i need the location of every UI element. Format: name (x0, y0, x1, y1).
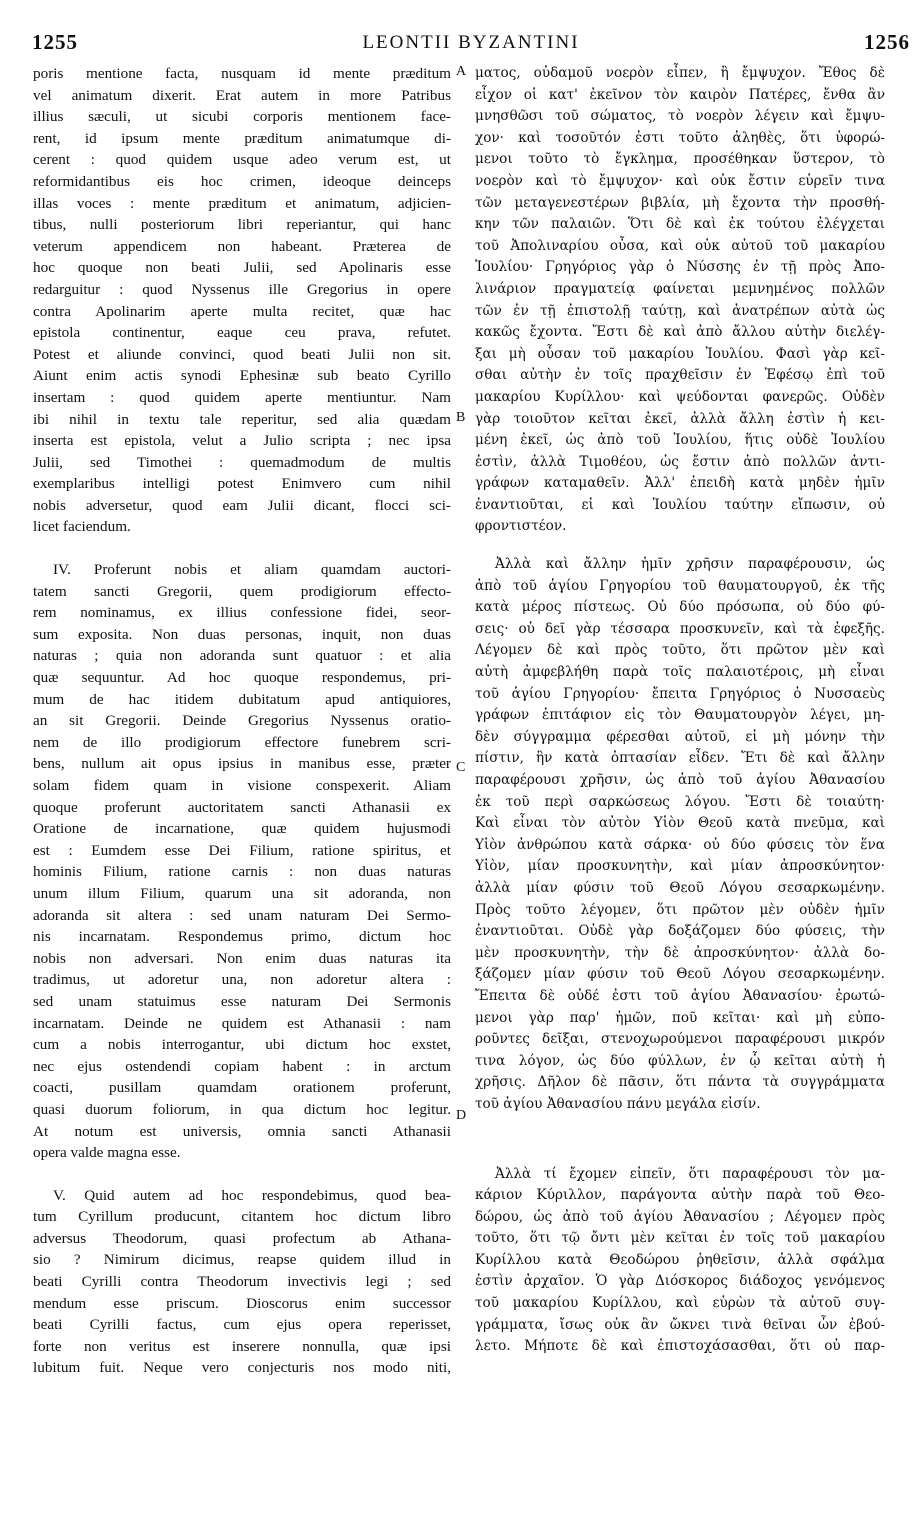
text-line: bens, nullum ait opus ipsius in manibus esse, præter (33, 755, 451, 773)
text-line: Υἱὸν, μίαν προσκυνητὴν, καὶ μίαν ἀπροσκύνητον· (475, 858, 885, 875)
text-line: Κυρίλλου κατὰ Θεοδώρου ῥηθεῖσιν, ἀλλὰ σφάλμα (475, 1251, 885, 1268)
text-line: χρῆσις. Δῆλον δὲ πᾶσιν, ὅτι πάντα τὰ συγγράμματα (475, 1074, 885, 1091)
text-line: nem de illo prodigiorum effectore funebrem scri- (33, 733, 451, 751)
text-line: Julii, sed Timothei : quemadmodum de multis (33, 453, 451, 471)
text-line: τῶν μεταγενεστέρων βιβλία, μὴ ἔχοντα τὴν προσθή- (475, 194, 885, 211)
latin-paragraph-1 (33, 63, 451, 538)
text-line: ματος, οὐδαμοῦ νοερὸν εἶπεν, ἢ ἔμψυχον. Ἔθος δὲ (475, 65, 885, 81)
latin-column (33, 63, 451, 1379)
margin-marker-d: D (456, 1108, 467, 1123)
text-line: γὰρ τοιοῦτον κεῖται ἐκεῖ, ἀλλὰ ἄλλη ἐστὶν ἡ κει- (475, 410, 885, 427)
text-line: nec ejus ostendendi copiam habent : in arctum (33, 1057, 451, 1075)
text-line: an sit Gregorii. Deinde Gregorius Nyssenus oratio- (33, 712, 451, 730)
text-line: χον· καὶ τοσοῦτόν ἐστι τοῦτο ἀληθὲς, ὅτι ὑφορώ- (475, 129, 885, 146)
text-line: δώρου, ὡς ἀπὸ τοῦ ἁγίου Ἀθανασίου ; Λέγομεν πρὸς (475, 1208, 885, 1225)
text-line: forte non veritus est inserere nonnulla, quæ ipsi (33, 1337, 451, 1355)
text-line: μνησθῶσι τοῦ σώματος, τὸ νοερὸν λέγειν καὶ ἔμψυ- (475, 108, 885, 125)
text-line: nis incarnatam. Respondemus primo, dictum hoc (33, 928, 451, 946)
text-line: ἐναντιοῦται, εἰ καὶ Ἰουλίου ταύτην εἴπωσιν, οὐ (475, 496, 885, 513)
text-line: Υἱὸν ἀνθρώπου κατὰ σάρκα· οὐ δύο φύσεις τὸν ἕνα (475, 836, 885, 853)
text-line: γράφων καταμαθεῖν. Ἀλλ' ἐπειδὴ κατὰ μηδὲν ἡμῖν (475, 475, 885, 492)
margin-marker-c: C (456, 760, 466, 775)
greek-paragraph-3 (475, 1164, 885, 1358)
text-line: reformidantibus eis hoc crimen, ideoque deinceps (33, 172, 451, 190)
text-line: beati Cyrilli contra Theodorum invectivis legi ; sed (33, 1273, 451, 1291)
text-line: σθαι αὐτὴν ἐν τοῖς πραχθεῖσιν ἐν Ἐφέσῳ ἐπὶ τοῦ (475, 367, 885, 384)
text-line: τῶν ἐν τῇ ἐπιστολῇ ταύτῃ, καὶ ἀνατρέπων αὐτὰ ὡς (475, 302, 885, 319)
text-line: beati Cyrilli factus, cum ejus opera reperisset, (33, 1316, 451, 1334)
text-line: nobis adversetur, quod eam Julii dicant, flocci sci- (33, 496, 451, 514)
text-line: IV. Proferunt nobis et aliam quamdam auctori- (53, 561, 451, 579)
text-line: τοῦ ἁγίου Ἀθανασίου πάνυ μεγάλα εἰσίν. (475, 1095, 761, 1112)
text-line: sio ? Nimirum dicimus, reapse quidem illud in (33, 1251, 451, 1269)
text-line: νοερὸν καὶ τὸ ἔμψυχον· καὶ οὐκ ἔστιν εὑρεῖν τινα (475, 172, 885, 189)
text-line: μενοι γὰρ παρ' ἡμῶν, ποῦ κεῖται· καὶ μὴ εὐπο- (475, 1009, 885, 1026)
text-line: Oratione de incarnatione, quæ quidem hujusmodi (33, 820, 451, 838)
text-line: Ἀλλὰ καὶ ἄλλην ἡμῖν χρῆσιν παραφέρουσιν, ὡς (495, 556, 885, 573)
text-line: κάριον Κύριλλον, παράγοντα αὐτὴν παρὰ τοῦ Θεο- (475, 1187, 885, 1204)
text-line: Πρὸς τοῦτο λέγομεν, ὅτι πρῶτον μὲν οὐδὲν ἡμῖν (475, 901, 885, 918)
text-line: δὲν σύγγραμμα φέρεσθαι αὐτοῦ, εἰ μὴ μόνην τὴν (475, 728, 885, 745)
right-column-number: 1256 (864, 30, 910, 54)
text-line: At notum est universis, omnia sancti Athanasii (33, 1122, 451, 1140)
text-line: σεις· οὐ δεῖ γὰρ τέσσαρα προσκυνεῖν, καὶ τὰ ἐφεξῆς. (475, 620, 885, 637)
text-line: tatem sancti Gregorii, quem prodigiorum effecto- (33, 582, 451, 600)
text-line: ibi nihil in textu tale reperitur, sed alia quædam (33, 410, 451, 428)
text-line: ἀλλὰ μίαν φύσιν τοῦ Θεοῦ Λόγου σεσαρκωμένην. (475, 879, 885, 896)
text-line: insertam : quod quidem aperte mentiuntur. Nam (33, 388, 451, 406)
text-line: Ἰουλίου· Γρηγόριος γὰρ ὁ Νύσσης ἐν τῇ πρὸς Ἀπο- (475, 259, 885, 276)
text-line: εἶχον οἱ κατ' ἐκεῖνον τὸν καιρὸν Πατέρες, ἔνθα ἂν (475, 86, 885, 103)
text-line: mum de hac itidem dubitatum apud antiquiores, (33, 690, 451, 708)
text-line: quoque proferunt auctoritatem sancti Athanasii ex (33, 798, 451, 816)
text-line: rent, id ipsum mente præditum animatumque di- (33, 129, 451, 147)
text-line: incarnatam. Deinde ne quidem est Athanasii : nam (33, 1014, 451, 1032)
text-line: sed unam statuimus esse naturam Dei Sermonis (33, 992, 451, 1010)
text-line: Potest et aliunde convinci, quod beati Julii non sit. (33, 345, 451, 363)
text-line: αὐτὴ ἀμφεβλήθη παρὰ τοῖς παλαιοτέροις, μὴ εἶναι (475, 664, 885, 681)
text-line: redarguitur : quod Nyssenus ille Gregorius in opere (33, 280, 451, 298)
text-line: φροντιστέον. (475, 518, 567, 535)
text-line: ἐκ τοῦ περὶ σαρκώσεως λόγου. Ἔστι δὲ τοιαύτη· (475, 793, 885, 810)
text-line: licet faciendum. (33, 518, 131, 536)
text-line: Λέγομεν δὲ καὶ πρὸς τοῦτο, ὅτι πρῶτον μὲν καὶ (475, 642, 885, 659)
text-line: veterum appendicem non habeant. Præterea de (33, 237, 451, 255)
text-line: ἐστὶν ἀρχαῖον. Ὁ γὰρ Διόσκορος διάδοχος γενόμενος (475, 1273, 885, 1290)
latin-paragraph-2 (33, 559, 451, 1164)
text-line: tibus, nulli posteriorum libri reperiantur, qui hanc (33, 216, 451, 234)
text-line: cum a nobis interrogantur, ubi dictum hoc exstet, (33, 1036, 451, 1054)
text-line: exemplaribus intelligi potest Enimvero cum nihil (33, 475, 451, 493)
text-line: τοῦ ἁγίου Γρηγορίου· ἔπειτα Γρηγόριος ὁ Νυσσαεὺς (475, 685, 885, 702)
text-line: tum Cyrillum producunt, citantem hoc dictum libro (33, 1208, 451, 1226)
text-line: est : Eumdem esse Dei Filium, ratione spiritus, et (33, 841, 451, 859)
text-line: mendum esse priscum. Dioscorus enim successor (33, 1294, 451, 1312)
text-line: Ἀλλὰ τί ἔχομεν εἰπεῖν, ὅτι παραφέρουσι τὸν μα- (495, 1165, 885, 1182)
text-line: τινα λόγον, ὡς δύο φύλλων, ἐν ᾧ κεῖται αὐτὴ ἡ (475, 1052, 885, 1069)
text-line: tradimus, ut adoretur una, non adoretur altera : (33, 971, 451, 989)
text-line: sum exposita. Non duas personas, inquit, non duas (33, 625, 451, 643)
text-line: λετο. Μήποτε δὲ καὶ ἐπιστοχάσασθαι, ὅτι οὐ παρ- (475, 1338, 885, 1355)
margin-marker-a: A (456, 64, 467, 79)
text-line: τοῦ μακαρίου Κυρίλλου, καὶ εὑρὼν τὰ αὐτοῦ συγ- (475, 1295, 885, 1312)
text-line: ἐναντιοῦται. Οὐδὲ γὰρ δοξάζομεν δύο φύσεις, τὴν (475, 923, 885, 940)
text-line: μένη ἐκεῖ, ὡς ἀπὸ τοῦ Ἰουλίου, ἥτις οὐδὲ Ἰουλίου (475, 432, 885, 449)
text-line: solam fidem quam in visione conspexerit. Aliam (33, 777, 451, 794)
text-line: adversus Theodorum, quasi profectum ab Athana- (33, 1229, 451, 1247)
text-line: τοῦ Ἀπολιναρίου οὖσα, καὶ οὐκ αὐτοῦ τοῦ μακαρίου (475, 237, 885, 254)
text-line: quasi duorum foliorum, in qua dictum hoc legitur. (33, 1100, 451, 1118)
page-header (32, 30, 910, 60)
text-line: hominis Filium, ratione carnis : non duas naturas (33, 863, 451, 881)
text-line: vel animatum dixerit. Erat autem in more Patribus (33, 86, 451, 104)
text-line: γράφων ἐπιτάφιον εἰς τὸν Θαυματουργὸν λέγει, μη- (475, 707, 885, 724)
text-line: κατὰ μέρος πίστεως. Οὐ δύο πρόσωπα, οὐ δύο φύ- (475, 599, 885, 616)
text-line: γράμματα, ἴσως οὐκ ἂν ὤκνει τινὰ θεῖναι ὧν ἐβού- (475, 1316, 885, 1333)
text-line: illius sæculi, ut sicubi corporis mentionem face- (33, 108, 451, 126)
text-line: rem nominamus, ex illius confessione fidei, seor- (33, 604, 451, 622)
greek-paragraph-2 (475, 554, 885, 1115)
text-line: opera valde magna esse. (33, 1144, 181, 1162)
text-line: Aiunt enim actis synodi Ephesinæ sub beato Cyrillo (33, 367, 451, 385)
text-line: naturas ; quia non adoranda sunt quatuor : et alia (33, 647, 451, 665)
margin-marker-b: B (456, 410, 466, 425)
text-line: λινάριον πραγματείᾳ φαίνεται μεμνημένος πολλῶν (475, 280, 885, 297)
text-line: inserta est epistola, velut a Julio scripta ; nec ipsa (33, 432, 451, 450)
text-line: hoc quoque non beati Julii, sed Apolinaris esse (33, 259, 451, 277)
text-line: epistola continentur, eaque ceu prava, refutet. (33, 324, 451, 342)
text-line: nobis non adversari. Non enim duas naturas ita (33, 949, 451, 967)
text-line: ξάζομεν μίαν φύσιν τοῦ Θεοῦ Λόγου σεσαρκωμένην. (475, 966, 885, 983)
text-line: adoranda sit altera : sed unam naturam Dei Sermo- (33, 906, 451, 924)
text-line: Καὶ εἶναι τὸν αὐτὸν Υἱὸν Θεοῦ κατὰ πνεῦμα, καὶ (475, 815, 885, 832)
text-line: μακαρίου Κυρίλλου· καὶ ψεύδονται φανερῶς. Οὐδὲν (475, 388, 885, 405)
text-line: μὲν προσκυνητὴν, τὴν δὲ ἀπροσκύνητον· ἀλλὰ δο- (475, 944, 885, 961)
text-line: contra Apolinarim aperte multa recitet, quæ hac (33, 302, 451, 320)
text-line: V. Quid autem ad hoc respondebimus, quod bea- (53, 1186, 451, 1204)
text-line: πίστιν, ἣν κατὰ ὀπτασίαν εἶδεν. Ἔτι δὲ καὶ ἄλλην (475, 750, 885, 767)
text-line: cerent : quod quidem usque adeo verum est, ut (33, 151, 451, 169)
text-line: κακῶς ἔχοντα. Ἔστι δὲ καὶ ἀπὸ ἄλλου αὐτὴν διελέγ- (475, 324, 885, 341)
text-line: κην τῶν παλαιῶν. Ὅτι δὲ καὶ ἐκ τούτου ἐλέγχεται (475, 216, 885, 233)
text-line: παραφέρουσι χρῆσιν, ὡς ἀπὸ τοῦ ἁγίου Ἀθανασίου (475, 772, 885, 788)
text-line: ἀπὸ τοῦ ἁγίου Γρηγορίου τοῦ θαυματουργοῦ, ἐκ τῆς (475, 577, 885, 594)
text-line: quæ sequuntur. Ad hoc quoque respondemus, pri- (33, 669, 451, 687)
text-line: coacti, pusillam quamdam orationem proferunt, (33, 1079, 451, 1097)
text-line: ξαι μὴ οὖσαν τοῦ μακαρίου Ἰουλίου. Φασὶ γὰρ κεῖ- (475, 345, 885, 362)
latin-paragraph-3 (33, 1185, 451, 1379)
left-column-number: 1255 (32, 30, 78, 54)
greek-paragraph-1 (475, 63, 885, 538)
running-title: LEONTII BYZANTINI (362, 32, 580, 53)
text-line: τοῦτο, ὅτι τῷ ὄντι μὲν κεῖται ἐν τοῖς τοῦ μακαρίου (475, 1230, 885, 1247)
text-line: unum illum Filium, quarum una sit adoranda, non (33, 884, 451, 902)
text-line: ροῦντες δεῖξαι, στενοχωρούμενοι παραφέρουσι μικρόν (475, 1031, 885, 1048)
text-line: μενοι τοῦτο τὸ ἔγκλημα, προσέθηκαν ὕστερον, τὸ (475, 151, 885, 168)
text-line: lubitum fuit. Neque vero conjecturis nos modo niti, (33, 1359, 451, 1377)
text-line: illas voces : mente præditum et animatum, adjicien- (33, 194, 451, 212)
text-line: ἐστὶν, ἀλλὰ Τιμοθέου, ὡς ἔστιν ἀπὸ πολλῶν ἀντι- (475, 453, 885, 470)
greek-column (475, 63, 885, 1358)
text-line: Ἔπειτα δὲ οὐδέ ἐστι τοῦ ἁγίου Ἀθανασίου· ἐρωτώ- (475, 987, 885, 1004)
text-line: poris mentione facta, nusquam id mente præditum (33, 65, 451, 82)
